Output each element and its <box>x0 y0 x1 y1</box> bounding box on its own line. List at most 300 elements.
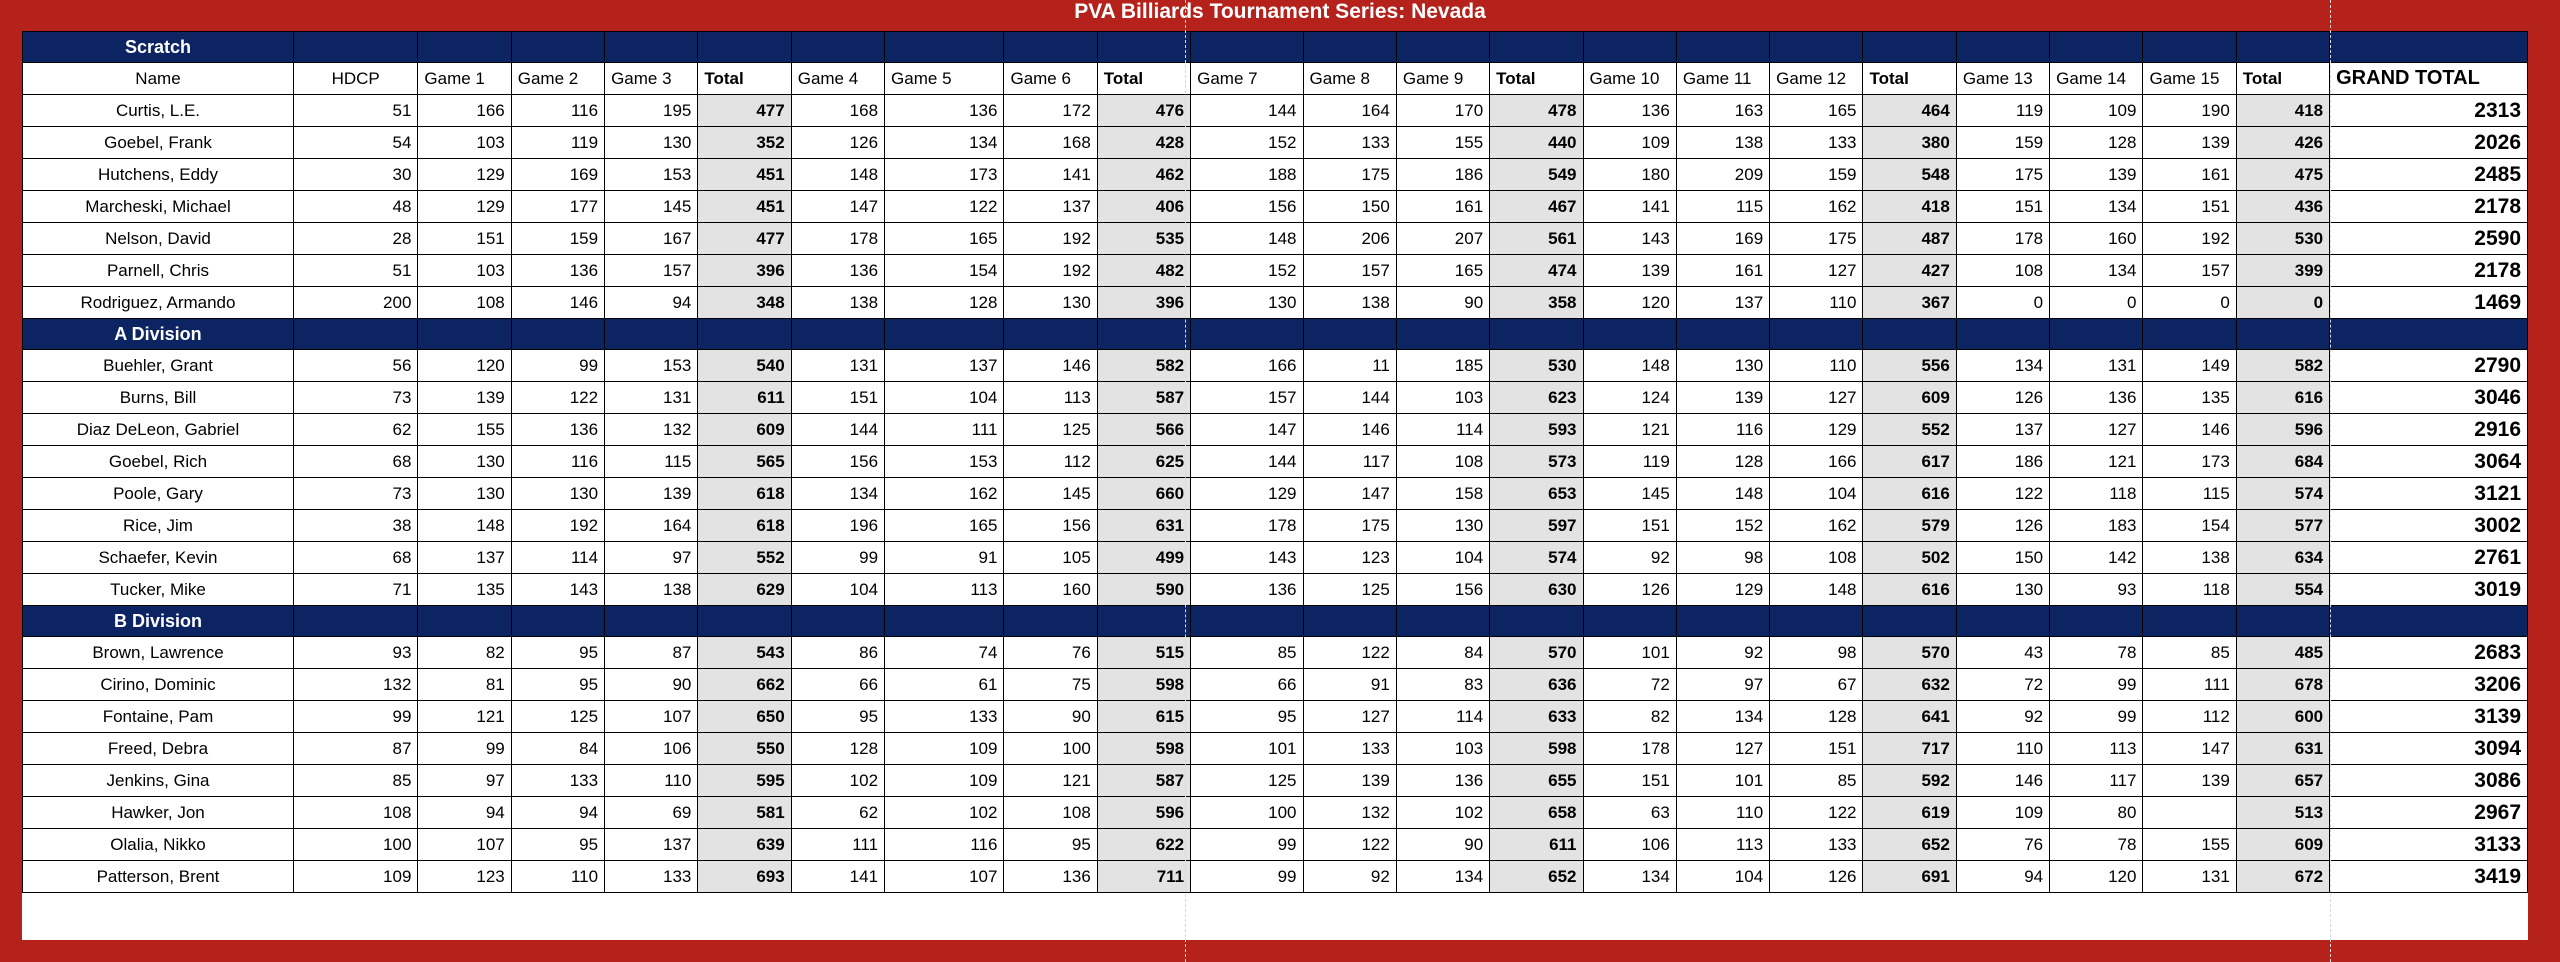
section-header-cell <box>2236 319 2329 350</box>
total-cell: 515 <box>1097 637 1190 669</box>
score-cell: 97 <box>418 765 511 797</box>
score-cell: 207 <box>1396 223 1489 255</box>
total-cell: 543 <box>698 637 791 669</box>
score-cell: 139 <box>1303 765 1396 797</box>
player-name: Rodriguez, Armando <box>23 287 294 319</box>
score-cell: 157 <box>605 255 698 287</box>
player-row <box>23 765 2528 797</box>
score-cell: 151 <box>1583 510 1676 542</box>
score-cell: 134 <box>791 478 884 510</box>
score-cell: 114 <box>1396 414 1489 446</box>
section-header-row <box>23 319 2528 350</box>
score-cell: 133 <box>605 861 698 893</box>
score-cell: 138 <box>2143 542 2236 574</box>
hdcp-cell: 38 <box>293 510 417 542</box>
total-cell: 535 <box>1097 223 1190 255</box>
score-cell: 157 <box>1303 255 1396 287</box>
section-header-cell <box>1396 319 1489 350</box>
total-cell: 655 <box>1490 765 1583 797</box>
total-cell: 636 <box>1490 669 1583 701</box>
score-cell: 151 <box>791 382 884 414</box>
score-cell: 148 <box>1191 223 1303 255</box>
score-cell: 129 <box>418 159 511 191</box>
player-name: Hutchens, Eddy <box>23 159 294 191</box>
section-header-cell <box>791 606 884 637</box>
score-cell: 95 <box>511 637 604 669</box>
score-cell: 91 <box>885 542 1004 574</box>
total-cell: 485 <box>2236 637 2329 669</box>
score-cell: 119 <box>511 127 604 159</box>
grand-total-cell: 2590 <box>2330 223 2528 255</box>
score-cell: 170 <box>1396 95 1489 127</box>
score-cell: 126 <box>1956 382 2049 414</box>
hdcp-cell: 87 <box>293 733 417 765</box>
score-cell: 107 <box>605 701 698 733</box>
score-cell: 166 <box>418 95 511 127</box>
score-cell: 125 <box>511 701 604 733</box>
column-header: Total <box>1097 63 1190 95</box>
total-cell: 622 <box>1097 829 1190 861</box>
player-row <box>23 223 2528 255</box>
hdcp-cell: 30 <box>293 159 417 191</box>
score-cell: 111 <box>2143 669 2236 701</box>
player-row <box>23 446 2528 478</box>
player-name: Goebel, Frank <box>23 127 294 159</box>
total-cell: 609 <box>2236 829 2329 861</box>
score-cell: 206 <box>1303 223 1396 255</box>
score-cell: 175 <box>1303 159 1396 191</box>
grand-total-cell: 3002 <box>2330 510 2528 542</box>
score-cell: 122 <box>511 382 604 414</box>
section-header-cell <box>1863 32 1956 63</box>
score-cell: 100 <box>1004 733 1097 765</box>
grand-total-cell: 2026 <box>2330 127 2528 159</box>
total-cell: 418 <box>1863 191 1956 223</box>
section-title: A Division <box>23 319 294 350</box>
score-cell: 132 <box>1303 797 1396 829</box>
score-cell: 134 <box>1583 861 1676 893</box>
score-cell: 131 <box>2050 350 2143 382</box>
total-cell: 619 <box>1863 797 1956 829</box>
total-cell: 530 <box>1490 350 1583 382</box>
score-cell: 95 <box>1191 701 1303 733</box>
total-cell: 684 <box>2236 446 2329 478</box>
score-cell: 139 <box>2143 127 2236 159</box>
score-cell: 116 <box>885 829 1004 861</box>
section-header-cell <box>418 319 511 350</box>
section-header-cell <box>1303 32 1396 63</box>
score-cell: 76 <box>1956 829 2049 861</box>
score-cell: 136 <box>511 414 604 446</box>
grand-total-cell: 2313 <box>2330 95 2528 127</box>
grand-total-cell: 3419 <box>2330 861 2528 893</box>
score-cell: 136 <box>1191 574 1303 606</box>
score-cell: 66 <box>1191 669 1303 701</box>
score-cell: 97 <box>1676 669 1769 701</box>
score-cell: 127 <box>1303 701 1396 733</box>
total-cell: 451 <box>698 191 791 223</box>
score-cell: 102 <box>885 797 1004 829</box>
hdcp-cell: 48 <box>293 191 417 223</box>
score-cell: 103 <box>418 127 511 159</box>
total-cell: 633 <box>1490 701 1583 733</box>
total-cell: 641 <box>1863 701 1956 733</box>
score-cell: 80 <box>2050 797 2143 829</box>
score-cell: 128 <box>885 287 1004 319</box>
section-header-cell <box>2050 606 2143 637</box>
total-cell: 598 <box>1097 733 1190 765</box>
score-cell: 139 <box>2143 765 2236 797</box>
score-sheet <box>22 31 2528 940</box>
total-cell: 406 <box>1097 191 1190 223</box>
section-header-cell <box>293 606 417 637</box>
score-cell: 118 <box>2143 574 2236 606</box>
score-cell: 143 <box>1191 542 1303 574</box>
score-cell: 91 <box>1303 669 1396 701</box>
total-cell: 570 <box>1863 637 1956 669</box>
page-title: PVA Billiards Tournament Series: Nevada <box>1074 0 1486 23</box>
score-cell: 137 <box>1956 414 2049 446</box>
score-cell: 117 <box>1303 446 1396 478</box>
section-header-cell <box>1097 606 1190 637</box>
section-header-cell <box>511 319 604 350</box>
total-cell: 616 <box>1863 478 1956 510</box>
score-cell: 135 <box>418 574 511 606</box>
score-cell: 130 <box>511 478 604 510</box>
score-cell: 141 <box>1004 159 1097 191</box>
player-row <box>23 127 2528 159</box>
score-cell: 105 <box>1004 542 1097 574</box>
score-cell: 157 <box>2143 255 2236 287</box>
section-title: B Division <box>23 606 294 637</box>
score-cell: 128 <box>1676 446 1769 478</box>
score-cell: 116 <box>511 446 604 478</box>
score-cell: 120 <box>418 350 511 382</box>
score-cell: 156 <box>1191 191 1303 223</box>
column-header: Total <box>1863 63 1956 95</box>
score-cell: 116 <box>1676 414 1769 446</box>
total-cell: 717 <box>1863 733 1956 765</box>
section-header-cell <box>1490 319 1583 350</box>
score-cell: 195 <box>605 95 698 127</box>
hdcp-cell: 68 <box>293 446 417 478</box>
player-row <box>23 287 2528 319</box>
score-cell: 0 <box>2050 287 2143 319</box>
total-cell: 595 <box>698 765 791 797</box>
score-cell: 125 <box>1303 574 1396 606</box>
score-cell: 150 <box>1956 542 2049 574</box>
section-header-cell <box>1863 319 1956 350</box>
section-header-cell <box>1676 606 1769 637</box>
section-header-cell <box>1863 606 1956 637</box>
total-cell: 652 <box>1490 861 1583 893</box>
score-cell: 173 <box>2143 446 2236 478</box>
score-cell: 110 <box>1956 733 2049 765</box>
score-cell: 134 <box>2050 255 2143 287</box>
score-cell: 157 <box>1191 382 1303 414</box>
score-cell: 119 <box>1956 95 2049 127</box>
score-cell: 128 <box>1770 701 1863 733</box>
score-cell: 117 <box>2050 765 2143 797</box>
score-cell: 109 <box>885 765 1004 797</box>
score-cell: 145 <box>605 191 698 223</box>
total-cell: 352 <box>698 127 791 159</box>
column-header: Name <box>23 63 294 95</box>
score-cell: 162 <box>1770 191 1863 223</box>
score-cell: 97 <box>605 542 698 574</box>
score-cell: 169 <box>511 159 604 191</box>
score-cell: 138 <box>791 287 884 319</box>
score-cell: 76 <box>1004 637 1097 669</box>
score-cell: 134 <box>1396 861 1489 893</box>
grand-total-cell: 3206 <box>2330 669 2528 701</box>
player-row <box>23 669 2528 701</box>
score-cell: 161 <box>2143 159 2236 191</box>
score-cell: 151 <box>1770 733 1863 765</box>
score-cell: 162 <box>885 478 1004 510</box>
score-cell: 114 <box>511 542 604 574</box>
score-cell <box>2143 797 2236 829</box>
score-cell: 139 <box>418 382 511 414</box>
score-cell: 134 <box>1676 701 1769 733</box>
section-header-cell <box>885 32 1004 63</box>
score-cell: 72 <box>1583 669 1676 701</box>
score-cell: 192 <box>1004 223 1097 255</box>
score-cell: 129 <box>1191 478 1303 510</box>
section-header-cell <box>511 606 604 637</box>
score-cell: 138 <box>1676 127 1769 159</box>
score-cell: 155 <box>2143 829 2236 861</box>
total-cell: 476 <box>1097 95 1190 127</box>
score-cell: 178 <box>1956 223 2049 255</box>
score-cell: 144 <box>1191 95 1303 127</box>
player-row <box>23 191 2528 223</box>
score-cell: 78 <box>2050 829 2143 861</box>
player-name: Cirino, Dominic <box>23 669 294 701</box>
player-name: Brown, Lawrence <box>23 637 294 669</box>
score-cell: 134 <box>885 127 1004 159</box>
score-cell: 190 <box>2143 95 2236 127</box>
section-header-cell <box>511 32 604 63</box>
score-cell: 90 <box>1396 829 1489 861</box>
total-cell: 598 <box>1490 733 1583 765</box>
total-cell: 478 <box>1490 95 1583 127</box>
score-cell: 84 <box>511 733 604 765</box>
score-cell: 175 <box>1770 223 1863 255</box>
score-cell: 62 <box>791 797 884 829</box>
score-cell: 112 <box>1004 446 1097 478</box>
section-header-cell <box>698 606 791 637</box>
player-name: Diaz DeLeon, Gabriel <box>23 414 294 446</box>
score-cell: 127 <box>1770 255 1863 287</box>
score-cell: 192 <box>511 510 604 542</box>
score-cell: 103 <box>1396 733 1489 765</box>
grand-total-cell: 1469 <box>2330 287 2528 319</box>
score-cell: 99 <box>2050 701 2143 733</box>
score-cell: 101 <box>1191 733 1303 765</box>
score-cell: 138 <box>605 574 698 606</box>
score-cell: 108 <box>1004 797 1097 829</box>
section-header-cell <box>2236 32 2329 63</box>
hdcp-cell: 109 <box>293 861 417 893</box>
hdcp-cell: 54 <box>293 127 417 159</box>
player-row <box>23 701 2528 733</box>
column-header: Game 2 <box>511 63 604 95</box>
total-cell: 581 <box>698 797 791 829</box>
total-cell: 662 <box>698 669 791 701</box>
section-header-cell <box>1490 32 1583 63</box>
score-cell: 111 <box>885 414 1004 446</box>
score-cell: 82 <box>418 637 511 669</box>
scores-table <box>22 31 2528 893</box>
total-cell: 623 <box>1490 382 1583 414</box>
grand-total-cell: 3086 <box>2330 765 2528 797</box>
score-cell: 167 <box>605 223 698 255</box>
total-cell: 660 <box>1097 478 1190 510</box>
score-cell: 148 <box>1583 350 1676 382</box>
total-cell: 593 <box>1490 414 1583 446</box>
total-cell: 418 <box>2236 95 2329 127</box>
score-cell: 120 <box>1583 287 1676 319</box>
player-row <box>23 637 2528 669</box>
total-cell: 652 <box>1863 829 1956 861</box>
section-header-cell <box>1770 32 1863 63</box>
score-cell: 135 <box>2143 382 2236 414</box>
score-cell: 100 <box>1191 797 1303 829</box>
score-cell: 103 <box>1396 382 1489 414</box>
grand-total-cell: 3133 <box>2330 829 2528 861</box>
score-cell: 136 <box>511 255 604 287</box>
hdcp-cell: 93 <box>293 637 417 669</box>
player-row <box>23 861 2528 893</box>
score-cell: 168 <box>1004 127 1097 159</box>
column-header: Game 6 <box>1004 63 1097 95</box>
section-header-cell <box>2143 319 2236 350</box>
score-cell: 130 <box>1396 510 1489 542</box>
score-cell: 94 <box>511 797 604 829</box>
total-cell: 650 <box>698 701 791 733</box>
score-cell: 104 <box>791 574 884 606</box>
score-cell: 112 <box>2143 701 2236 733</box>
column-header: Game 7 <box>1191 63 1303 95</box>
total-cell: 618 <box>698 478 791 510</box>
section-header-cell <box>1956 319 2049 350</box>
total-cell: 658 <box>1490 797 1583 829</box>
score-cell: 109 <box>1956 797 2049 829</box>
hdcp-cell: 100 <box>293 829 417 861</box>
player-row <box>23 95 2528 127</box>
score-cell: 104 <box>1770 478 1863 510</box>
grand-total-cell: 2967 <box>2330 797 2528 829</box>
total-cell: 672 <box>2236 861 2329 893</box>
total-cell: 487 <box>1863 223 1956 255</box>
total-cell: 629 <box>698 574 791 606</box>
total-cell: 574 <box>2236 478 2329 510</box>
score-cell: 122 <box>1303 829 1396 861</box>
total-cell: 462 <box>1097 159 1190 191</box>
score-cell: 131 <box>791 350 884 382</box>
total-cell: 540 <box>698 350 791 382</box>
score-cell: 147 <box>1191 414 1303 446</box>
score-cell: 95 <box>511 829 604 861</box>
grand-total-cell: 2178 <box>2330 191 2528 223</box>
score-cell: 128 <box>791 733 884 765</box>
score-cell: 82 <box>1583 701 1676 733</box>
score-cell: 130 <box>418 446 511 478</box>
score-cell: 186 <box>1396 159 1489 191</box>
section-header-cell <box>1097 319 1190 350</box>
score-cell: 124 <box>1583 382 1676 414</box>
score-cell: 103 <box>418 255 511 287</box>
score-cell: 110 <box>1770 350 1863 382</box>
score-cell: 110 <box>1770 287 1863 319</box>
score-cell: 111 <box>791 829 884 861</box>
total-cell: 597 <box>1490 510 1583 542</box>
score-cell: 127 <box>1676 733 1769 765</box>
total-cell: 554 <box>2236 574 2329 606</box>
score-cell: 85 <box>1770 765 1863 797</box>
total-cell: 565 <box>698 446 791 478</box>
score-cell: 192 <box>1004 255 1097 287</box>
column-header: Game 11 <box>1676 63 1769 95</box>
player-row <box>23 574 2528 606</box>
score-cell: 92 <box>1583 542 1676 574</box>
score-cell: 108 <box>1396 446 1489 478</box>
score-cell: 169 <box>1676 223 1769 255</box>
score-cell: 61 <box>885 669 1004 701</box>
score-cell: 159 <box>1770 159 1863 191</box>
total-cell: 711 <box>1097 861 1190 893</box>
score-cell: 113 <box>2050 733 2143 765</box>
score-cell: 139 <box>1583 255 1676 287</box>
score-cell: 156 <box>1004 510 1097 542</box>
column-header: Game 3 <box>605 63 698 95</box>
score-cell: 148 <box>1676 478 1769 510</box>
hdcp-cell: 132 <box>293 669 417 701</box>
score-cell: 146 <box>2143 414 2236 446</box>
hdcp-cell: 51 <box>293 95 417 127</box>
score-cell: 175 <box>1303 510 1396 542</box>
total-cell: 587 <box>1097 765 1190 797</box>
score-cell: 186 <box>1956 446 2049 478</box>
total-cell: 587 <box>1097 382 1190 414</box>
section-header-cell <box>1004 32 1097 63</box>
grand-total-cell: 2790 <box>2330 350 2528 382</box>
total-cell: 556 <box>1863 350 1956 382</box>
section-header-cell <box>698 319 791 350</box>
score-cell: 92 <box>1303 861 1396 893</box>
score-cell: 99 <box>418 733 511 765</box>
score-cell: 164 <box>605 510 698 542</box>
total-cell: 632 <box>1863 669 1956 701</box>
score-cell: 165 <box>1770 95 1863 127</box>
score-cell: 87 <box>605 637 698 669</box>
score-cell: 110 <box>511 861 604 893</box>
score-cell: 146 <box>511 287 604 319</box>
section-header-cell <box>885 606 1004 637</box>
score-cell: 92 <box>1956 701 2049 733</box>
section-header-cell <box>1191 319 1303 350</box>
score-cell: 178 <box>791 223 884 255</box>
score-cell: 90 <box>1396 287 1489 319</box>
score-cell: 137 <box>885 350 1004 382</box>
section-header-row <box>23 32 2528 63</box>
column-header: Game 1 <box>418 63 511 95</box>
score-cell: 165 <box>885 510 1004 542</box>
score-cell: 159 <box>1956 127 2049 159</box>
score-cell: 151 <box>1583 765 1676 797</box>
section-header-cell <box>1676 32 1769 63</box>
